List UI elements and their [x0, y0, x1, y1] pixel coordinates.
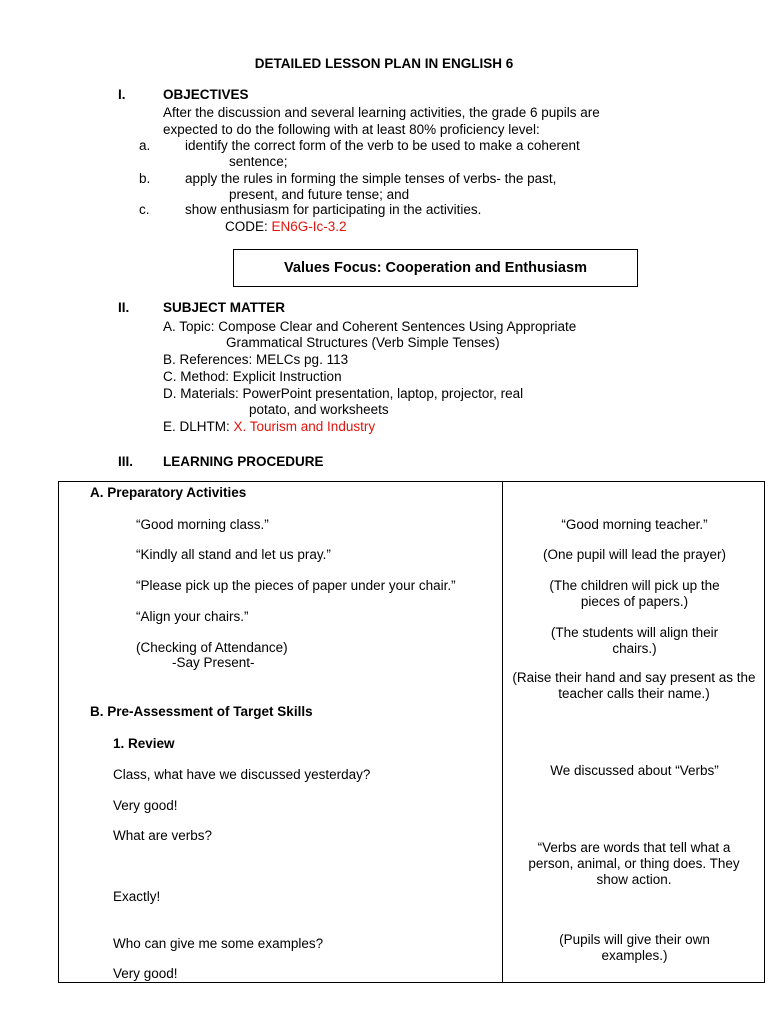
pupil-response: (Pupils will give their own examples.) — [559, 932, 710, 963]
teacher-line: “Align your chairs.” — [136, 609, 249, 624]
procedure-table — [58, 481, 765, 983]
objectives-code — [225, 219, 347, 235]
teacher-line: “Please pick up the pieces of paper under your chair.” — [136, 578, 456, 593]
objectives-heading: OBJECTIVES — [163, 87, 249, 102]
teacher-line: Exactly! — [113, 889, 161, 904]
subject-topic-line2: Grammatical Structures (Verb Simple Tenses) — [226, 335, 500, 350]
subject-references: B. References: MELCs pg. 113 — [163, 352, 349, 367]
subject-method: C. Method: Explicit Instruction — [163, 369, 342, 384]
pupil-response: (The students will align their chairs.) — [550, 625, 719, 656]
section-b-heading: B. Pre-Assessment of Target Skills — [90, 704, 313, 719]
subject-topic-line1: A. Topic: Compose Clear and Coherent Sentences Using Appropriate — [163, 319, 577, 334]
objective-letter-b: b. — [139, 171, 151, 186]
section-a-heading: A. Preparatory Activities — [90, 485, 247, 500]
teacher-line: -Say Present- — [172, 655, 255, 670]
subject-matter-heading: SUBJECT MATTER — [163, 300, 286, 315]
objective-letter-a: a. — [139, 138, 151, 153]
subject-materials-line2: potato, and worksheets — [249, 402, 389, 417]
values-focus-box: Values Focus: Cooperation and Enthusiasm — [233, 249, 638, 287]
pupil-response: (Raise their hand and say present as the teacher calls their name.) — [512, 670, 756, 701]
subject-materials-line1: D. Materials: PowerPoint presentation, laptop, projector, real — [163, 386, 524, 401]
section-numeral-subject-matter: II. — [118, 300, 130, 315]
dlhtm-label: E. DLHTM: — [163, 419, 234, 434]
dlhtm-value: X. Tourism and Industry — [233, 419, 376, 434]
teacher-line: Who can give me some examples? — [113, 936, 324, 951]
teacher-line: Very good! — [113, 798, 178, 813]
section-numeral-learning-procedure: III. — [118, 454, 134, 469]
objective-a-line1: identify the correct form of the verb to be used to make a coherent — [185, 138, 580, 153]
teacher-line: “Kindly all stand and let us pray.” — [136, 547, 331, 562]
document-title: DETAILED LESSON PLAN IN ENGLISH 6 — [254, 56, 514, 71]
section-numeral-objectives: I. — [118, 87, 126, 102]
teacher-line: What are verbs? — [113, 828, 213, 843]
review-heading: 1. Review — [113, 736, 175, 751]
objectives-intro-line2: expected to do the following with at least 80% proficiency level: — [163, 122, 540, 137]
code-value: EN6G-Ic-3.2 — [271, 219, 347, 234]
objective-a-line2: sentence; — [229, 154, 288, 169]
learning-procedure-heading: LEARNING PROCEDURE — [163, 454, 324, 469]
pupil-response: “Verbs are words that tell what a person, animal, or thing does. They show action. — [528, 840, 740, 887]
objectives-intro-line1: After the discussion and several learning activities, the grade 6 pupils are — [163, 105, 600, 120]
teacher-line: (Checking of Attendance) — [136, 640, 288, 655]
teacher-line: Very good! — [113, 966, 178, 981]
pupil-response: We discussed about “Verbs” — [550, 763, 719, 778]
subject-dlhtm — [163, 419, 375, 435]
pupil-response: (The children will pick up the pieces of papers.) — [549, 578, 720, 609]
pupil-response: (One pupil will lead the prayer) — [542, 547, 727, 562]
objective-b-line2: present, and future tense; and — [229, 187, 410, 202]
pupil-response: “Good morning teacher.” — [561, 517, 708, 532]
code-label: CODE: — [225, 219, 272, 234]
objective-c-line1: show enthusiasm for participating in the activities. — [185, 202, 482, 217]
teacher-line: Class, what have we discussed yesterday? — [113, 767, 371, 782]
objective-b-line1: apply the rules in forming the simple tenses of verbs- the past, — [185, 171, 557, 186]
teacher-line: “Good morning class.” — [136, 517, 269, 532]
objective-letter-c: c. — [139, 202, 150, 217]
